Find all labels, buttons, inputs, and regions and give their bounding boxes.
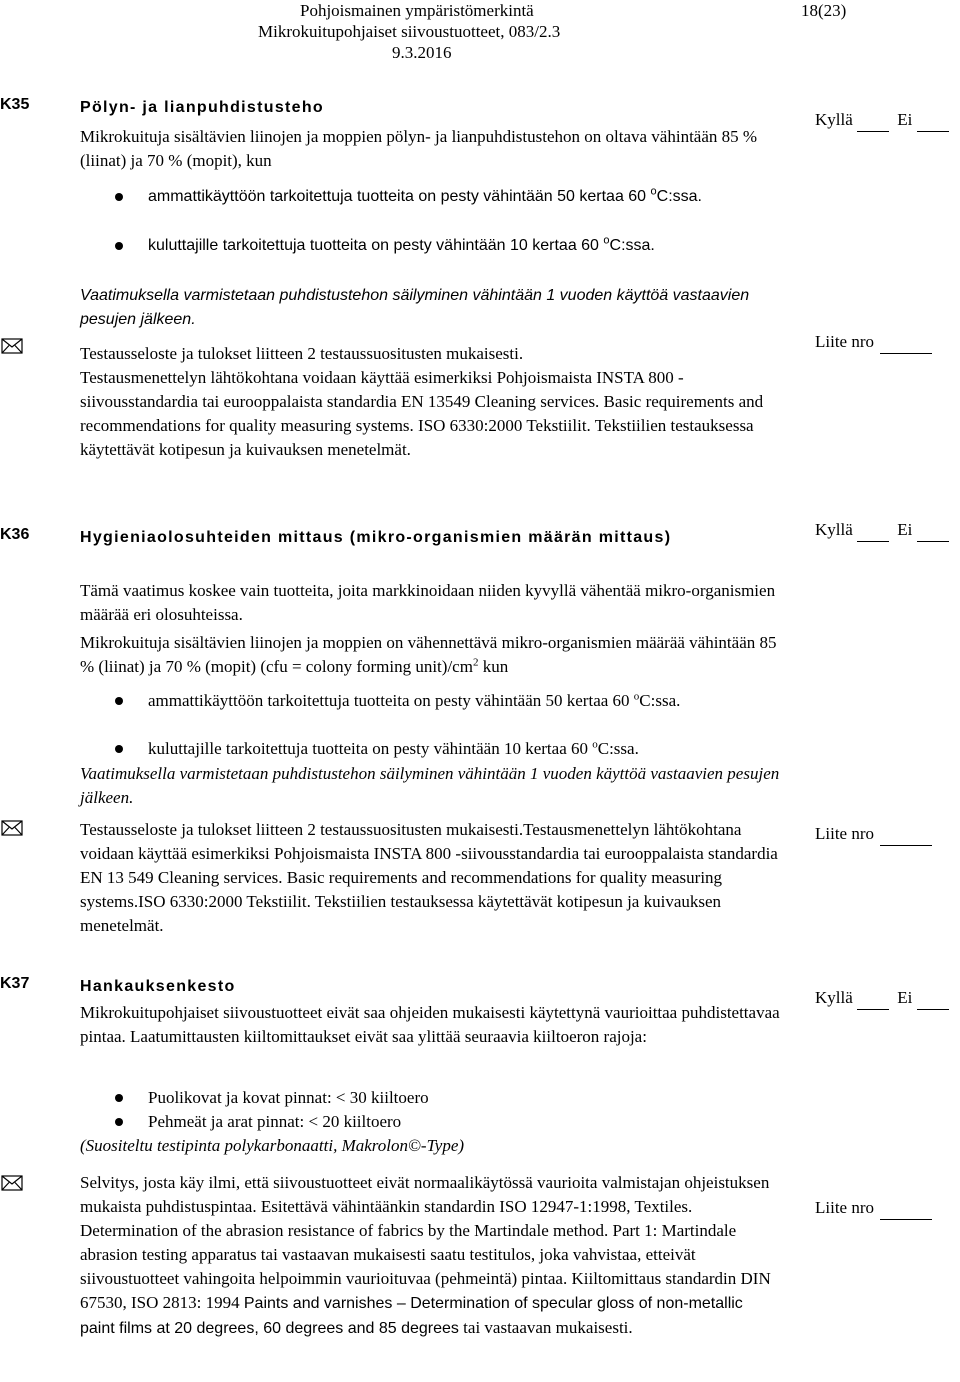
appendix-blank[interactable] [880, 1201, 932, 1220]
appendix-label: Liite nro [815, 332, 875, 351]
k35-verification-2: Testausmenettelyn lähtökohtana voidaan käyttää esimerkiksi Pohjoismaista INSTA 800 -siivousstandardia tai eurooppalaista standardia EN 13549 Cleaning services. Basic requirements and recommendations for quality measuring systems. ISO 6330:2000 Tekstiilit. Tekstiilien testauksessa käytettävät kotipesun ja kuivauksen menetelmät. [80, 368, 764, 459]
k37-paragraph-1: Mikrokuitupohjaiset siivoustuotteet eivät saa ohjeiden mukaisesti käytettynä vaurioittaa puhdistettavaa pintaa. Laatumittausten kiiltomittaukset eivät saa ylittää seuraavia kiiltoeron rajoja: [80, 1003, 780, 1046]
k36-paragraph-2: Mikrokuituja sisältävien liinojen ja moppien on vähennettävä mikro-organismien määrää vähintään 85 % (liinat) ja 70 % (mopit) (cfu = colony forming $unit)/cm^2$ kun [80, 633, 777, 676]
no-label: Ei [897, 988, 913, 1007]
bullet-dot [115, 242, 123, 250]
k37-answer [815, 986, 960, 1010]
k36-note: Vaatimuksella varmistetaan puhdistustehon säilyminen vähintään 1 vuoden käyttöä vastaavien pesujen jälkeen. [80, 764, 780, 807]
bullet-dot [115, 1094, 123, 1102]
appendix-blank[interactable] [880, 827, 932, 846]
k37-verification: Selvitys, josta käy ilmi, että siivoustuotteet eivät normaalikäytössä vaurioita valmistajan ohjeistuksen mukaista puhdistuspintaa. Esitettävä vähintäänkin standardin ISO 12947-1:1998, Textiles. Determination of the abrasion resistance of fabrics by the Martindale method. Part 1: Martindale abrasion testing apparatus tai vastaavan mukaisesti saatu testitulos, joka vahvistaa, etteivät siivoustuotteet vahingoita helpoimmin vaurioituvaa (pehmeintä) pintaa. Kiiltomittaus standardin DIN 67530, ISO 2813: 1994 Paints and varnishes – Determination of specular gloss of non-metallic paint films at 20 degrees, 60 degrees and 85 degrees tai vastaavan mukaisesti. [80, 1173, 771, 1337]
yes-label: Kyllä [815, 520, 853, 539]
yes-blank[interactable] [857, 991, 889, 1010]
k36-paragraph-1: Tämä vaatimus koskee vain tuotteita, joita markkinoidaan niiden kyvyllä vähentää mikro-organismien määrää eri olosuhteissa. [80, 581, 776, 624]
envelope-icon [1, 338, 23, 354]
k37-appendix [815, 1196, 960, 1220]
no-blank[interactable] [917, 113, 949, 132]
bullet-dot [115, 745, 123, 753]
k35-title: Pölyn- ja lianpuhdistusteho [80, 99, 324, 116]
k35-appendix [815, 330, 960, 354]
k35-bullet-1: ammattikäyttöön tarkoitettuja tuotteita on pesty vähintään 50 kertaa 60 $^o$C:ssa. [148, 185, 702, 205]
k35-note: Vaatimuksella varmistetaan puhdistustehon säilyminen vähintään 1 vuoden käyttöä vastaavien pesujen jälkeen. [80, 287, 750, 328]
k35-code: K35 [0, 96, 30, 113]
k36-appendix [815, 822, 960, 846]
appendix-label: Liite nro [815, 824, 875, 843]
envelope-icon [1, 820, 23, 836]
k35-verification-1: Testausseloste ja tulokset liitteen 2 testaussuositusten mukaisesti. [80, 344, 524, 363]
appendix-blank[interactable] [880, 335, 932, 354]
no-blank[interactable] [917, 523, 949, 542]
appendix-label: Liite nro [815, 1198, 875, 1217]
k36-bullet-2: kuluttajille tarkoitettuja tuotteita on pesty vähintään 10 kertaa 60 $^o$C:ssa. [148, 738, 639, 758]
yes-label: Kyllä [815, 110, 853, 129]
no-blank[interactable] [917, 991, 949, 1010]
k35-intro: Mikrokuituja sisältävien liinojen ja moppien pölyn- ja lianpuhdistustehon on oltava vähintään 85 % (liinat) ja 70 % (mopit), kun [80, 127, 758, 170]
header-org: Pohjoismainen ympäristömerkintä [300, 1, 534, 20]
k36-answer [815, 518, 960, 542]
k37-title: Hankauksenkesto [80, 978, 236, 995]
header-doc: Mikrokuitupohjaiset siivoustuotteet, 083/2.3 [258, 22, 561, 41]
k36-code: K36 [0, 526, 30, 543]
yes-blank[interactable] [857, 523, 889, 542]
bullet-dot [115, 1118, 123, 1126]
k35-answer [815, 108, 960, 132]
k37-note: (Suositeltu testipinta polykarbonaatti, Makrolon©-Type) [80, 1136, 465, 1155]
no-label: Ei [897, 520, 913, 539]
k36-bullet-1: ammattikäyttöön tarkoitettuja tuotteita on pesty vähintään 50 kertaa 60 $^o$C:ssa. [148, 690, 681, 710]
k37-bullet-2: Pehmeät ja arat pinnat: < 20 kiiltoero [148, 1112, 402, 1131]
no-label: Ei [897, 110, 913, 129]
k35-bullet-2: kuluttajille tarkoitettuja tuotteita on pesty vähintään 10 kertaa 60 $^o$C:ssa. [148, 234, 655, 254]
k36-title: Hygieniaolosuhteiden mittaus (mikro-organismien määrän mittaus) [80, 529, 672, 546]
header-date: 9.3.2016 [392, 43, 452, 62]
bullet-dot [115, 697, 123, 705]
yes-label: Kyllä [815, 988, 853, 1007]
k37-bullet-1: Puolikovat ja kovat pinnat: < 30 kiiltoero [148, 1088, 429, 1107]
page-number: 18(23) [801, 1, 847, 20]
k37-code: K37 [0, 975, 30, 992]
envelope-icon [1, 1175, 23, 1191]
k36-verification: Testausseloste ja tulokset liitteen 2 testaussuositusten mukaisesti.Testausmenettelyn lähtökohtana voidaan käyttää esimerkiksi Pohjoismaista INSTA 800 -siivousstandardia tai eurooppalaista standardia EN 13 549 Cleaning services. Basic requirements and recommendations for quality measuring systems.ISO 6330:2000 Tekstiilit. Tekstiilien testauksessa käytettävät kotipesun ja kuivauksen menetelmät. [80, 820, 778, 935]
yes-blank[interactable] [857, 113, 889, 132]
bullet-dot [115, 193, 123, 201]
